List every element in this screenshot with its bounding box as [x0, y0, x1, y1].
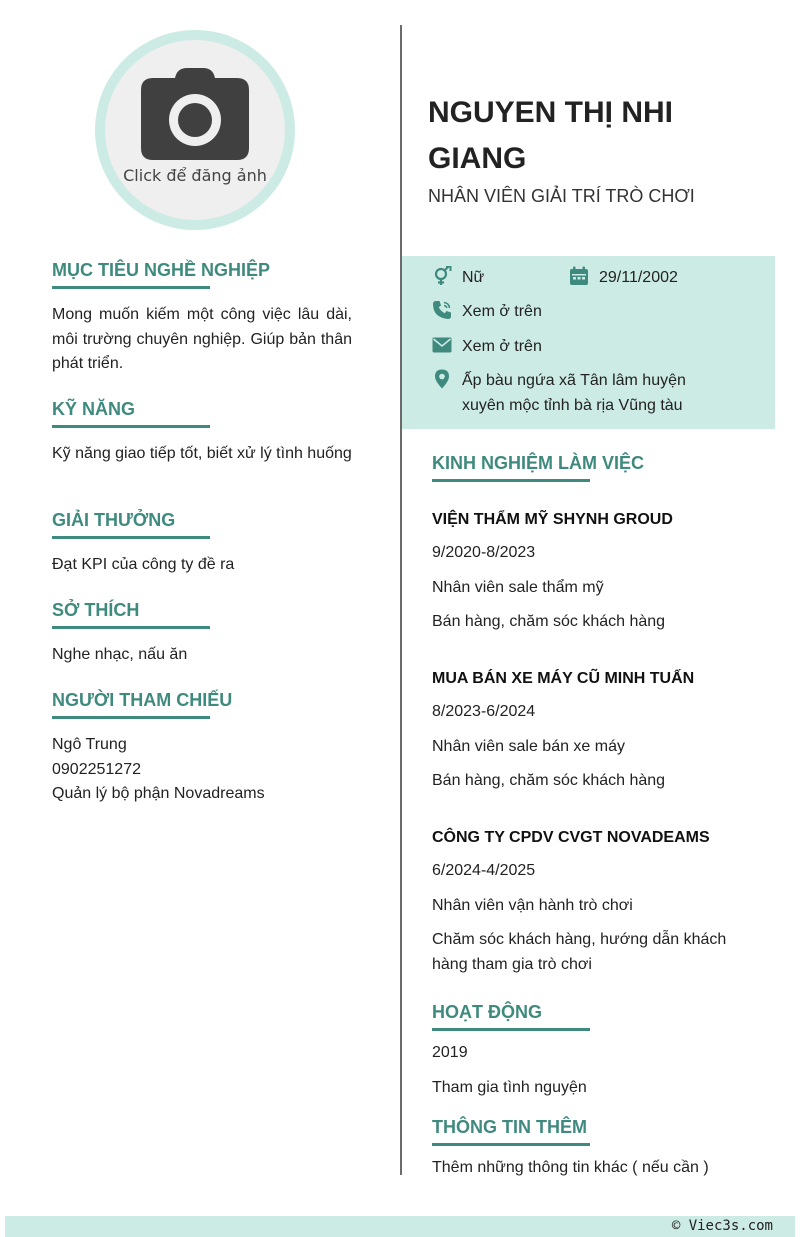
email-value: Xem ở trên: [462, 338, 542, 355]
extra-info-section: [432, 1115, 762, 1181]
work-position: Nhân viên vận hành trò chơi: [432, 896, 633, 914]
gender-value: Nữ: [462, 269, 485, 286]
experience-item: [432, 670, 762, 794]
footer-bar: [5, 1216, 795, 1237]
copyright-text: © Viec3s.com: [671, 1218, 773, 1234]
gender-row: [432, 266, 484, 291]
heading-underline: [432, 1143, 590, 1146]
experience-item: [432, 829, 762, 977]
work-description: Bán hàng, chăm sóc khách hàng: [432, 772, 666, 789]
skills-section: [52, 397, 352, 467]
work-position: Nhân viên sale thẩm mỹ: [432, 578, 604, 596]
experience-heading: KINH NGHIỆM LÀM VIỆC: [432, 453, 645, 473]
address-row: [432, 369, 702, 418]
experience-item: [432, 511, 762, 635]
candidate-name: NGUYEN THỊ NHI GIANG: [428, 96, 674, 175]
activities-section: [432, 1000, 762, 1100]
references-heading: NGƯỜI THAM CHIẾU: [52, 690, 233, 710]
email-row: [432, 335, 542, 360]
hobbies-text: Nghe nhạc, nấu ăn: [52, 646, 188, 663]
work-position: Nhân viên sale bán xe máy: [432, 737, 625, 755]
references-section: [52, 688, 352, 807]
reference-name: Ngô Trung: [52, 736, 127, 753]
birthday-row: [569, 266, 678, 291]
hobbies-section: [52, 598, 352, 668]
extra-info-heading: THÔNG TIN THÊM: [432, 1117, 587, 1137]
work-period: 6/2024-4/2025: [432, 862, 536, 879]
hobbies-heading: SỞ THÍCH: [52, 600, 140, 620]
company-name: MUA BÁN XE MÁY CŨ MINH TUẤN: [432, 670, 695, 687]
activity-year: 2019: [432, 1044, 468, 1061]
address-value: Ấp bàu ngứa xã Tân lâm huyện xuyên mộc tỉnh bà rịa Vũng tàu: [462, 372, 686, 414]
reference-position: Quản lý bộ phận Novadreams: [52, 785, 265, 802]
activity-text: Tham gia tình nguyện: [432, 1078, 587, 1096]
phone-icon: [432, 300, 452, 320]
company-name: CÔNG TY CPDV CVGT NOVADEAMS: [432, 829, 710, 846]
contact-info: [402, 256, 775, 429]
company-name: VIỆN THẨM MỸ SHYNH GROUD: [432, 511, 673, 528]
birthday-value: 29/11/2002: [599, 269, 678, 286]
skills-text: Kỹ năng giao tiếp tốt, biết xử lý tình huống: [52, 445, 352, 462]
email-icon: [432, 335, 452, 355]
reference-phone: 0902251272: [52, 760, 141, 778]
skills-heading: KỸ NĂNG: [52, 399, 136, 419]
heading-underline: [52, 626, 210, 629]
heading-underline: [52, 425, 210, 428]
location-pin-icon: [432, 369, 452, 389]
awards-heading: GIẢI THƯỞNG: [52, 510, 176, 530]
phone-row: [432, 300, 542, 325]
awards-text: Đạt KPI của công ty đề ra: [52, 556, 235, 573]
objective-text: Mong muốn kiếm một công việc lâu dài, môi trường chuyên nghiệp. Giúp bản thân phát triển.: [52, 306, 352, 372]
phone-value: Xem ở trên: [462, 303, 542, 320]
avatar[interactable]: [105, 40, 285, 220]
work-period: 9/2020-8/2023: [432, 544, 536, 561]
work-description: Chăm sóc khách hàng, hướng dẫn khách hàng tham gia trò chơi: [432, 931, 727, 973]
awards-section: [52, 508, 352, 578]
work-period: 8/2023-6/2024: [432, 703, 536, 720]
avatar-caption: Click để đăng ảnh: [123, 166, 267, 185]
experience-section: [432, 451, 762, 482]
heading-underline: [52, 536, 210, 539]
extra-info-text: Thêm những thông tin khác ( nếu cần ): [432, 1159, 709, 1176]
work-description: Bán hàng, chăm sóc khách hàng: [432, 613, 666, 630]
heading-underline: [432, 479, 590, 482]
column-divider: [400, 25, 402, 1175]
objective-section: [52, 258, 352, 377]
heading-underline: [52, 716, 210, 719]
heading-underline: [52, 286, 210, 289]
camera-icon: [141, 66, 249, 162]
objective-heading: MỤC TIÊU NGHỀ NGHIỆP: [52, 260, 271, 280]
job-title: NHÂN VIÊN GIẢI TRÍ TRÒ CHƠI: [428, 186, 695, 206]
avatar-upload[interactable]: [95, 30, 295, 230]
heading-underline: [432, 1028, 590, 1031]
calendar-icon: [569, 266, 589, 286]
gender-icon: [432, 266, 452, 286]
activities-heading: HOẠT ĐỘNG: [432, 1002, 542, 1022]
